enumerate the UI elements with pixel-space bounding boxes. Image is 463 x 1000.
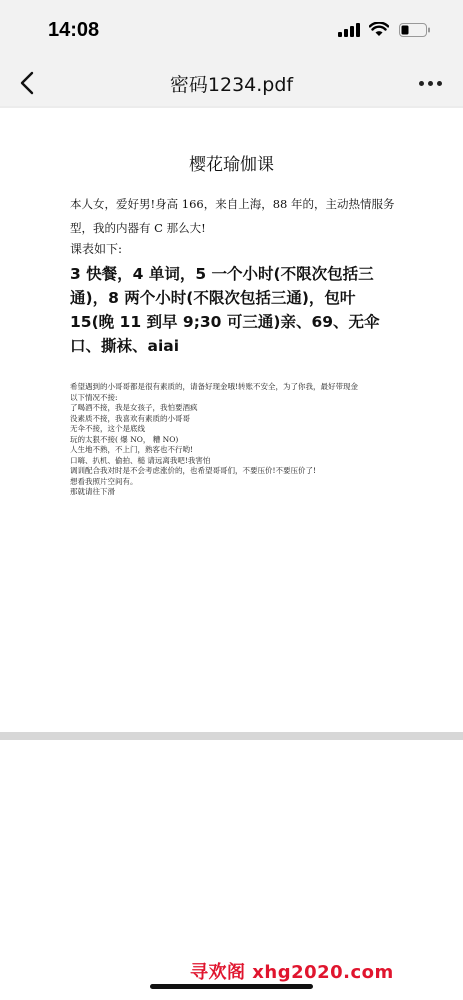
document-filename: 密码1234.pdf <box>169 74 294 96</box>
note-line: 调训配合我对时是不会考虑涨价的，也希望哥哥们，不要压价!不要压价了! <box>70 466 317 475</box>
watermark-text: 寻欢阁 xhg2020.com <box>190 962 394 983</box>
back-button[interactable] <box>10 66 44 100</box>
notes-block <box>70 382 400 498</box>
more-options-button[interactable] <box>412 69 448 97</box>
status-time: 14:08 <box>48 19 100 41</box>
chevron-left-icon <box>20 71 34 95</box>
note-line: 口嗨、扒机、偷拍、槌 请远离我吧!我害怕 <box>70 455 211 465</box>
home-indicator[interactable] <box>150 984 313 989</box>
note-line: 想看我照片空间有。 <box>70 476 138 486</box>
note-line: 无伞不接，这个是底线 <box>70 424 145 433</box>
more-dot-icon <box>437 81 442 86</box>
page-separator <box>0 732 463 740</box>
note-line: 以下情况不接: <box>70 392 118 402</box>
navigation-bar <box>0 60 463 106</box>
status-bar <box>0 0 463 60</box>
note-line: 了喝酒不接，我是女孩子，我怕要酒疯 <box>70 403 198 412</box>
wifi-icon <box>369 22 389 37</box>
more-dot-icon <box>428 81 433 86</box>
schedule-text: 3 快餐，4 单词，5 一个小时(不限次包括三通)，8 两个小时(不限次包括三通)，包叶 15(晚 11 到早 9;30 可三通)亲、69、无伞口、撕袜、aiai <box>70 265 380 355</box>
document-title: 樱花瑜伽课 <box>189 155 274 175</box>
note-line: 那就请往下滑 <box>70 487 115 496</box>
cellular-signal-icon <box>338 23 360 37</box>
document-intro: 本人女，爱好男!身高 166，来自上海，88 年的，主动热情服务型，我的内器有 C 那么大! <box>70 197 395 235</box>
note-line: 没素质不接，我喜欢有素质的小哥哥 <box>70 413 190 423</box>
more-dot-icon <box>419 81 424 86</box>
note-line: 玩的太狠不接( 爆 NO， 糟 NO) <box>70 434 179 444</box>
note-line: 人生地不熟，不上门，熟客也不行哟! <box>70 445 194 454</box>
note-line: 希望遇到的小哥哥都是很有素质的，请备好现金哦!转账不安全，为了你我，最好带现金 <box>70 382 359 391</box>
pdf-page-1[interactable] <box>0 108 463 732</box>
battery-icon <box>399 23 431 37</box>
schedule-label: 课表如下: <box>70 242 123 256</box>
